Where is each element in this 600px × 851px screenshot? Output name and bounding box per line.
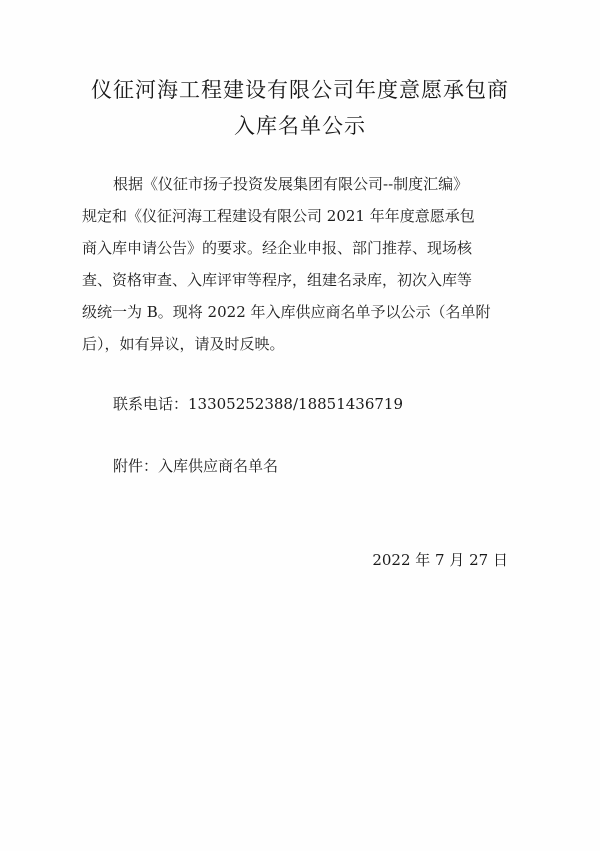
body-line: 商入库申请公告》的要求。经企业申报、部门推荐、现场核 <box>82 239 473 257</box>
contact-phone: 联系电话：13305252388/18851436719 <box>113 395 404 413</box>
body-line: 后），如有异议，请及时反映。 <box>82 335 285 353</box>
document-date: 2022 年 7 月 27 日 <box>372 551 508 569</box>
body-line: 查、资格审查、入库评审等程序，组建名录库，初次入库等 <box>82 271 473 289</box>
attachment-note: 附件：入库供应商名单名 <box>113 457 279 475</box>
body-line: 级统一为 B。现将 2022 年入库供应商名单予以公示（名单附 <box>82 303 491 321</box>
body-line: 规定和《仪征河海工程建设有限公司 2021 年年度意愿承包 <box>82 207 475 225</box>
document-title-line-2: 入库名单公示 <box>234 114 366 138</box>
document-title-line-1: 仪征河海工程建设有限公司年度意愿承包商 <box>91 78 509 102</box>
body-line: 根据《仪征市扬子投资发展集团有限公司--制度汇编》 <box>113 175 469 193</box>
